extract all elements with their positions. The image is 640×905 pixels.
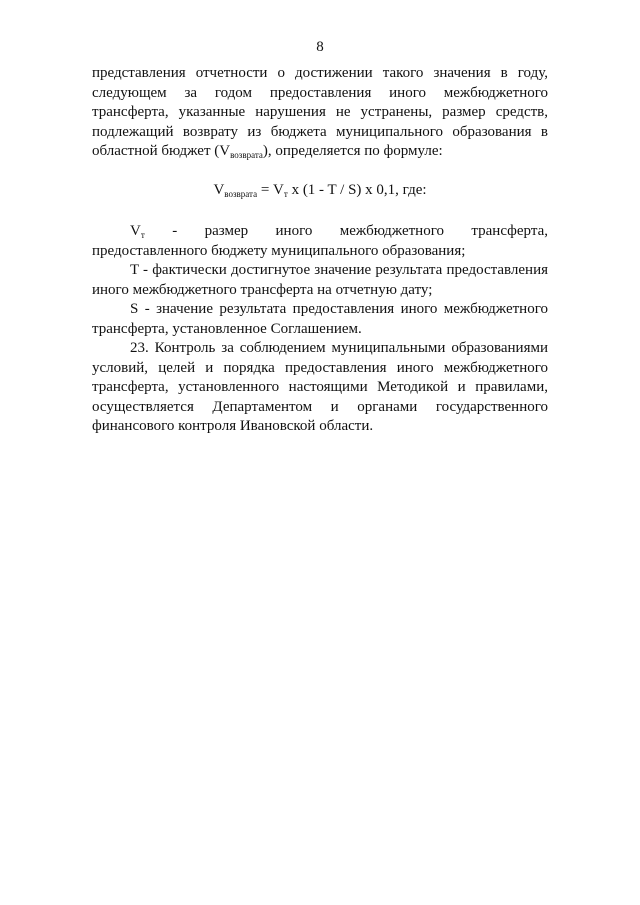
definition-s: S - значение результата предоставления иного межбюджетного трансферта, установленное Соглашением. [92,301,548,337]
definition-vt [92,222,548,261]
paragraph-intro [92,64,548,162]
document-body [92,64,548,437]
definition-vt-subscript: т [140,230,145,240]
definition-vt-symbol: V [130,223,141,239]
definition-t: T - фактически достигнутое значение результата предоставления иного межбюджетного трансферта на отчетную дату; [92,262,548,298]
intro-subscript: возврата [230,150,263,160]
formula [92,181,548,201]
intro-text: представления отчетности о достижении такого значения в году, следующем за годом предоставления иного межбюджетного трансферта, указанные нарушения не устранены, размер средств, подлежащий возврату из бюджета муниципального образования в областной бюджет (V [92,65,548,159]
formula-rest: x (1 - T / S) x 0,1, где: [287,181,427,198]
intro-text-end: ), определяется по формуле: [262,143,443,159]
formula-t-subscript: т [283,188,288,199]
formula-v: V [213,181,225,198]
definition-vt-text: - размер иного межбюджетного трансферта, предоставленного бюджету муниципального образования; [92,223,548,259]
page-number: 8 [316,39,324,55]
formula-equals: = V [257,181,284,198]
formula-v-subscript: возврата [224,188,258,199]
paragraph-item-23: 23. Контроль за соблюдением муниципальными образованиями условий, целей и порядка предоставления иного межбюджетного трансферта, установленного настоящими Методикой и правилами, осуществляется Департаментом и органами государственного финансового контроля Ивановской области. [92,340,548,434]
